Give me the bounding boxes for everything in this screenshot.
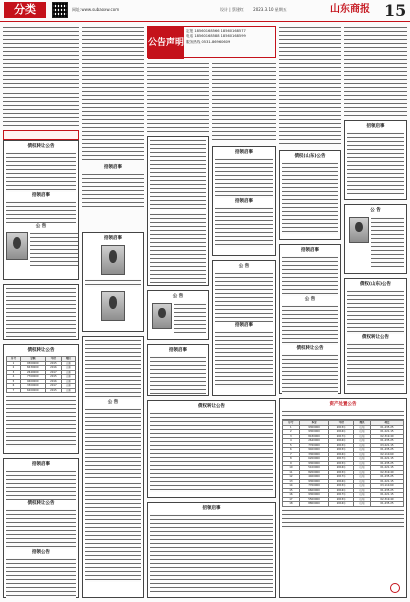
notice-text xyxy=(85,482,141,582)
notice-title: 招领启事 xyxy=(301,248,319,253)
notice-text xyxy=(344,26,407,116)
ledger-cell: 6600000 xyxy=(299,488,329,493)
notice-box xyxy=(212,146,276,256)
ledger-cell: 3 xyxy=(283,434,300,439)
debt-table: 序号 金额 年份 地区 1 9300000 2015 山东 2 8430000 2016 山东 3 2640000 2017 山东 4 7760000 2015 山东 5 9400000 2016 山东 6 3300000 2017 山东 7 6200000 2015 山东 xyxy=(6,356,76,393)
section-brand: 分类 xyxy=(4,2,46,18)
ledger-cell: 山东 xyxy=(354,448,371,453)
ledger-cell: 5500000 xyxy=(299,497,329,502)
ad-banner xyxy=(147,26,276,58)
notice-title: 债权转让公告 xyxy=(27,501,55,507)
ledger-cell: 14 xyxy=(283,484,300,489)
notice-text xyxy=(279,26,341,146)
ledger-cell: 2016年 xyxy=(329,479,354,484)
banner-contacts xyxy=(186,29,246,45)
notice-box xyxy=(147,136,209,286)
notice-box xyxy=(344,204,407,274)
notice-text xyxy=(150,213,206,283)
notice-text xyxy=(6,558,76,598)
notice-text xyxy=(282,162,338,234)
notice-text xyxy=(3,92,79,128)
notice-box xyxy=(82,232,144,332)
ledger-cell: 5100000 xyxy=(299,466,329,471)
ledger-cell: 02,319.40 xyxy=(370,470,403,475)
ledger-cell: 2017年 xyxy=(329,475,354,480)
column-1 xyxy=(3,26,79,140)
notice-box xyxy=(82,336,144,598)
notice-text xyxy=(282,509,404,529)
notice-title: 公 告 xyxy=(370,208,381,213)
ledger-cell: 01,435.25 xyxy=(370,502,403,507)
ledger-cell: 7700000 xyxy=(299,484,329,489)
ledger-cell: 9300000 xyxy=(299,425,329,430)
ledger-cell: 山东 xyxy=(354,443,371,448)
ledger-cell: 13 xyxy=(283,479,300,484)
ledger-cell: 2016年 xyxy=(329,502,354,507)
notice-title: 债权(山东)公告 xyxy=(294,154,326,159)
ledger-cell: 山东 xyxy=(354,425,371,430)
notice-box xyxy=(344,278,407,394)
ledger-cell: 11 xyxy=(283,470,300,475)
ledger-cell: 01,435.25 xyxy=(370,461,403,466)
ledger-title: 资产处置公告 xyxy=(329,402,357,407)
ledger-cell: 2017年 xyxy=(329,457,354,462)
notice-text xyxy=(6,201,76,223)
portrait-photo xyxy=(101,291,125,321)
ledger-cell: 01,221.15 xyxy=(370,466,403,471)
notice-box xyxy=(3,458,79,598)
notice-title: 招领公告 xyxy=(32,550,50,556)
ledger-cell: 02,319.40 xyxy=(370,434,403,439)
ledger-cell: 01,435.25 xyxy=(370,488,403,493)
notice-text xyxy=(212,62,276,142)
ledger-cell: 17 xyxy=(283,497,300,502)
asset-ledger xyxy=(279,398,407,598)
notice-title: 招领启事 xyxy=(202,506,221,511)
column-3 xyxy=(147,62,209,132)
ledger-cell: 2017年 xyxy=(329,493,354,498)
notice-text xyxy=(150,356,206,394)
notice-title: 公 告 xyxy=(304,297,316,303)
notice-title: 招领启事 xyxy=(169,348,187,353)
ledger-row xyxy=(283,502,404,507)
notice-box xyxy=(147,400,276,498)
issue-date: 2023.3.10 星期五 xyxy=(253,7,287,12)
phone-line-2[interactable]: 电话 18560168588 18560168599 xyxy=(186,34,246,39)
notice-text xyxy=(347,132,404,194)
page-number: 15 xyxy=(384,1,407,20)
ledger-cell: 01,435.25 xyxy=(370,475,403,480)
notice-text xyxy=(282,256,338,296)
notice-text xyxy=(6,509,76,549)
notice-box xyxy=(212,260,276,396)
notice-title: 招领启事 xyxy=(235,199,253,205)
notice-text xyxy=(3,26,79,88)
seal-stamp-icon xyxy=(390,583,400,593)
notice-box xyxy=(279,150,341,240)
notice-title: 招领启事 xyxy=(235,323,253,329)
notice-text xyxy=(150,139,206,209)
ledger-cell: 9300000 xyxy=(299,479,329,484)
site-url[interactable]: 网址:www.subaoxw.com xyxy=(72,7,120,12)
ledger-cell: 9400000 xyxy=(299,448,329,453)
service-line[interactable]: 服务热线 0531-86960609 xyxy=(186,39,231,44)
notice-box xyxy=(3,140,79,280)
ledger-cell: 4400000 xyxy=(299,475,329,480)
ledger-cell: 7 xyxy=(283,452,300,457)
notice-title: 招领启事 xyxy=(366,124,385,129)
notice-title: 招领启事 xyxy=(32,193,50,199)
ledger-table: 序号 本金 年份 地区 利息 1 9300000 2015年 山东 01,435.25 2 9300000 2016年 山东 01,221.15 3 8430000 2017年 山东 02,319.40 4 2640000 2016年 山东 01,435.25 5 7760000 2015年 山东 03,221.15 6 9400000 2015年 山东 01,435.25 7 3300000 2016年 山东 02,110.60 8 6200000 2017年 山东 01,221.15 9 9300000 2015年 山东 01,435.25 10 5100000 2016年 山东 01,221.15 11 8200000 2015年 山东 02,319.40 12 4400000 2017年 山东 01,435.25 13 9300000 2016年 山东 01,221.15 14 7700000 2015年 山东 03,110.60 15 6600000 2016年 山东 01,435.25 16 9300000 2017年 山东 01,221.15 17 5500000 2015年 山东 02,319.40 18 8800000 2016年 山东 01,435.25 xyxy=(282,420,404,507)
notice-title: 债权转让公告 xyxy=(296,346,324,352)
ledger-cell: 山东 xyxy=(354,470,371,475)
ledger-cell: 2015年 xyxy=(329,461,354,466)
ledger-cell: 2640000 xyxy=(299,439,329,444)
ledger-cell: 2016年 xyxy=(329,466,354,471)
notice-title: 公 告 xyxy=(107,400,119,405)
ledger-cell: 8800000 xyxy=(299,502,329,507)
notice-title: 招领启事 xyxy=(32,462,50,467)
notice-text xyxy=(6,470,76,500)
notice-title: 公 告 xyxy=(35,224,47,230)
ledger-cell: 18 xyxy=(283,502,300,507)
ledger-cell: 01,435.25 xyxy=(370,425,403,430)
notice-box xyxy=(3,344,79,454)
editor-credit: 设计 | 蔡建红 xyxy=(220,7,244,12)
ledger-cell: 9300000 xyxy=(299,461,329,466)
ledger-cell: 山东 xyxy=(354,484,371,489)
notice-title: 招领启事 xyxy=(104,165,122,170)
column-6 xyxy=(344,26,407,116)
ledger-cell: 6200000 xyxy=(299,457,329,462)
ledger-cell: 山东 xyxy=(354,452,371,457)
column-5 xyxy=(279,26,341,146)
ledger-cell: 2015年 xyxy=(329,448,354,453)
issue-meta xyxy=(220,7,295,12)
ledger-cell: 01,435.25 xyxy=(370,448,403,453)
portrait-photo xyxy=(152,303,172,329)
notice-text xyxy=(150,514,273,592)
notice-text xyxy=(215,207,273,247)
page-header xyxy=(0,0,410,22)
qr-code-icon xyxy=(52,2,68,18)
notice-text xyxy=(282,354,338,394)
ledger-cell: 9300000 xyxy=(299,430,329,435)
notice-text xyxy=(6,287,76,337)
notice-text xyxy=(85,279,141,287)
ledger-cell: 9300000 xyxy=(299,493,329,498)
portrait-photo xyxy=(6,232,28,260)
ledger-cell: 01,221.15 xyxy=(370,457,403,462)
notice-box xyxy=(344,120,407,200)
notice-text xyxy=(215,331,273,387)
ledger-cell: 01,221.15 xyxy=(370,430,403,435)
ledger-cell: 10 xyxy=(283,466,300,471)
ledger-cell: 8200000 xyxy=(299,470,329,475)
notice-title: 债权转让公告 xyxy=(27,144,55,149)
ledger-cell: 山东 xyxy=(354,475,371,480)
notice-text xyxy=(215,272,273,322)
ledger-cell: 2015年 xyxy=(329,497,354,502)
ledger-cell: 2015年 xyxy=(329,443,354,448)
column-2 xyxy=(82,26,144,209)
ledger-cell: 02,319.40 xyxy=(370,497,403,502)
ledger-cell: 03,221.15 xyxy=(370,443,403,448)
ledger-cell: 6 xyxy=(283,448,300,453)
notice-text xyxy=(30,232,78,266)
ledger-cell: 山东 xyxy=(354,439,371,444)
ledger-cell: 1 xyxy=(283,425,300,430)
phone-line-1[interactable]: 定报 18560168566 18560168577 xyxy=(186,29,246,33)
ledger-cell: 山东 xyxy=(354,461,371,466)
ledger-cell: 2016年 xyxy=(329,452,354,457)
notice-text xyxy=(371,217,404,267)
notice-text xyxy=(347,343,404,387)
ledger-cell: 2015年 xyxy=(329,470,354,475)
portrait-photo xyxy=(101,245,125,275)
notice-text xyxy=(82,26,144,161)
notice-title: 债权转让公告 xyxy=(362,335,389,341)
ledger-cell: 8430000 xyxy=(299,434,329,439)
notice-title: 债权(山东)公告 xyxy=(359,282,392,287)
ledger-cell: 2017年 xyxy=(329,434,354,439)
notice-title: 公 告 xyxy=(238,264,250,269)
ledger-cell: 2016年 xyxy=(329,439,354,444)
column-4 xyxy=(212,62,276,142)
notice-text xyxy=(85,408,141,478)
notice-title: 债权转让公告 xyxy=(27,348,55,353)
notice-box xyxy=(279,244,341,394)
notice-text xyxy=(347,290,404,334)
ledger-cell: 16 xyxy=(283,493,300,498)
ledger-cell: 01,221.15 xyxy=(370,493,403,498)
ledger-cell: 2016年 xyxy=(329,430,354,435)
notice-title: 公 告 xyxy=(172,294,184,299)
ledger-cell: 山东 xyxy=(354,497,371,502)
notice-text xyxy=(85,339,141,399)
ledger-cell: 12 xyxy=(283,475,300,480)
notice-box xyxy=(3,284,79,340)
ledger-cell: 4 xyxy=(283,439,300,444)
ledger-cell: 山东 xyxy=(354,479,371,484)
notice-text xyxy=(282,305,338,345)
notice-title: 招领启事 xyxy=(235,150,253,155)
ledger-cell: 01,221.15 xyxy=(370,479,403,484)
ledger-cell: 山东 xyxy=(354,457,371,462)
notice-text xyxy=(174,303,206,333)
newspaper-title: 山东商报 xyxy=(330,4,370,15)
notice-box xyxy=(147,502,276,598)
ledger-cell: 03,110.60 xyxy=(370,484,403,489)
portrait-photo xyxy=(349,217,369,243)
notice-title: 招领启事 xyxy=(104,236,122,241)
ledger-cell: 9 xyxy=(283,461,300,466)
notice-text xyxy=(215,158,273,198)
ledger-cell: 5 xyxy=(283,443,300,448)
ledger-cell: 2015年 xyxy=(329,484,354,489)
ledger-cell: 15 xyxy=(283,488,300,493)
ledger-cell: 山东 xyxy=(354,430,371,435)
notice-text xyxy=(150,412,273,492)
ledger-cell: 2015年 xyxy=(329,425,354,430)
notice-text xyxy=(6,152,76,192)
ledger-cell: 山东 xyxy=(354,434,371,439)
ledger-cell: 山东 xyxy=(354,502,371,507)
notice-text xyxy=(282,410,404,420)
ledger-cell: 山东 xyxy=(354,493,371,498)
ledger-cell: 山东 xyxy=(354,488,371,493)
notice-text xyxy=(82,173,144,209)
ledger-cell: 02,110.60 xyxy=(370,452,403,457)
ledger-cell: 2016年 xyxy=(329,488,354,493)
ledger-cell: 01,435.25 xyxy=(370,439,403,444)
ledger-cell: 3300000 xyxy=(299,452,329,457)
banner-label: 公告声明 xyxy=(148,27,184,59)
notice-text xyxy=(6,395,76,447)
ledger-cell: 山东 xyxy=(354,466,371,471)
notice-title: 债权转让公告 xyxy=(198,404,225,409)
notice-box xyxy=(147,344,209,396)
ledger-cell: 2 xyxy=(283,430,300,435)
notice-text xyxy=(147,62,209,132)
ledger-cell: 8 xyxy=(283,457,300,462)
ledger-cell: 7760000 xyxy=(299,443,329,448)
notice-box xyxy=(147,290,209,340)
highlight-notice xyxy=(3,130,79,140)
